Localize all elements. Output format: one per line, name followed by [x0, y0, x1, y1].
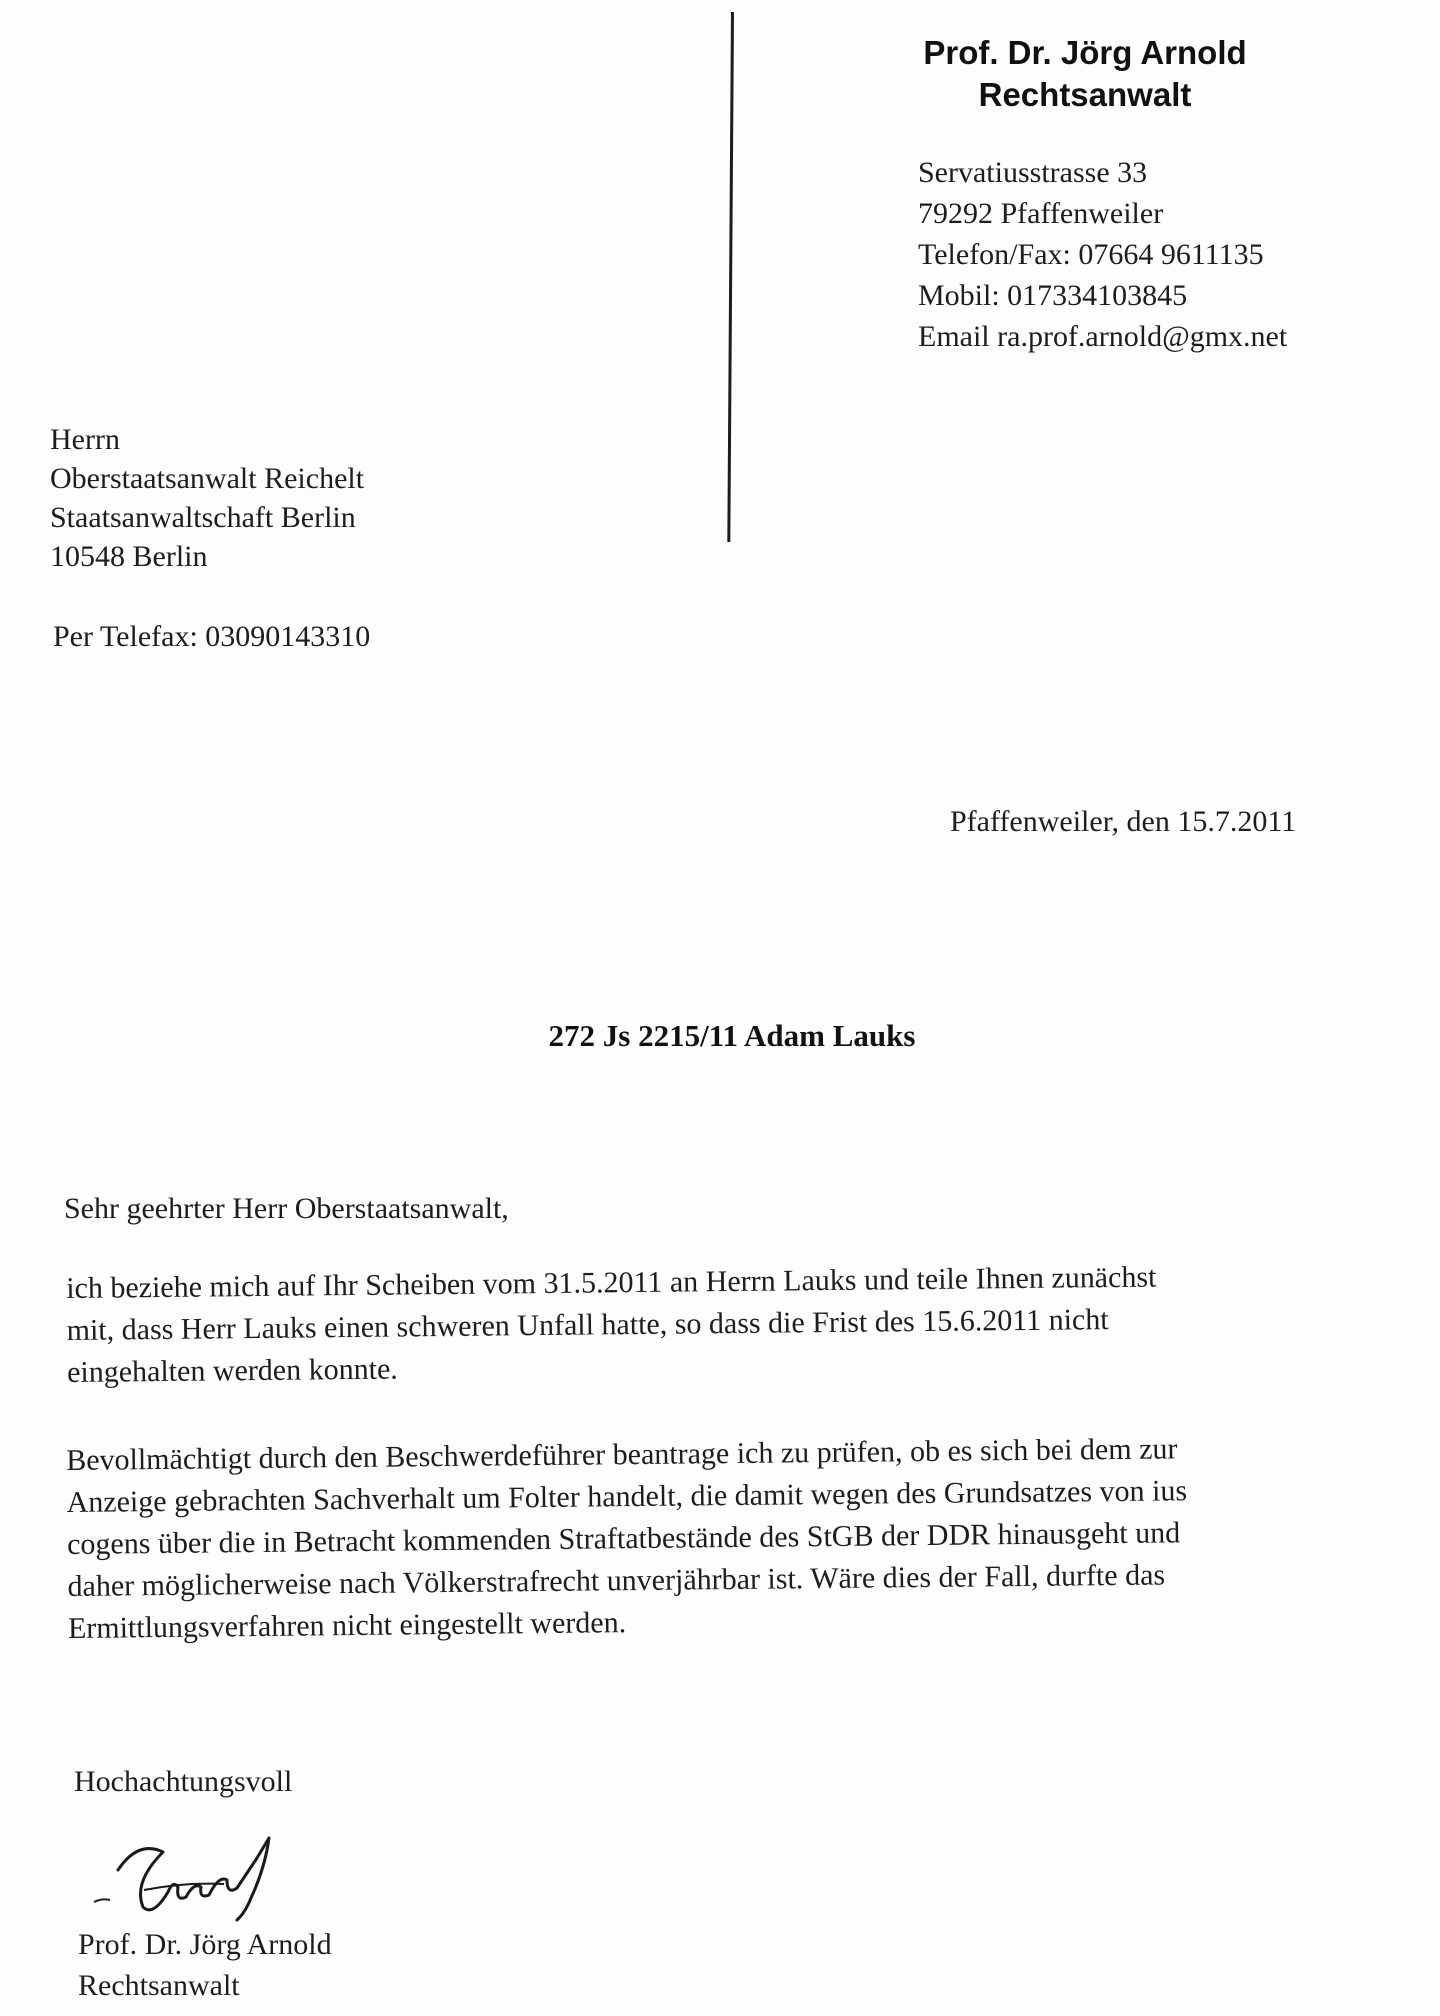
paragraph-line: cogens über die in Betracht kommenden Straftatbestände des StGB der DDR hinausgeht und	[66, 1516, 1181, 1561]
date-line: Pfaffenweiler, den 15.7.2011	[950, 805, 1297, 838]
paragraph-line: mit, dass Herr Lauks einen schweren Unfall hatte, so dass die Frist des 15.6.2011 nicht	[66, 1303, 1109, 1347]
letterhead	[915, 32, 1255, 116]
paragraph-line: Anzeige gebrachten Sachverhalt um Folter handelt, die damit wegen des Grundsatzes von ius	[66, 1474, 1188, 1519]
sender-address	[918, 152, 1287, 357]
paragraph-line: eingehalten werden konnte.	[66, 1352, 398, 1389]
signer-name: Prof. Dr. Jörg Arnold	[78, 1928, 332, 1961]
body-paragraph-1	[66, 1254, 1397, 1394]
fax-line: Per Telefax: 03090143310	[53, 620, 371, 653]
salutation: Sehr geehrter Herr Oberstaatsanwalt,	[64, 1192, 509, 1225]
paragraph-line: daher möglicherweise nach Völkerstrafrecht unverjährbar ist. Wäre dies der Fall, durfte das	[67, 1558, 1166, 1603]
sender-phone-fax: Telefon/Fax: 07664 9611135	[918, 238, 1264, 271]
recipient-office: Staatsanwaltschaft Berlin	[50, 501, 356, 534]
paragraph-line: ich beziehe mich auf Ihr Scheiben vom 31.5.2011 an Herrn Lauks und teile Ihnen zunächst	[66, 1260, 1157, 1305]
sender-street: Servatiusstrasse 33	[918, 156, 1148, 189]
letterhead-name: Prof. Dr. Jörg Arnold	[923, 34, 1247, 71]
paragraph-line: Ermittlungsverfahren nicht eingestellt werden.	[67, 1606, 627, 1645]
body-paragraph-2	[66, 1426, 1398, 1650]
closing: Hochachtungsvoll	[74, 1765, 293, 1798]
signer-title: Rechtsanwalt	[78, 1969, 240, 2002]
vertical-divider	[727, 12, 734, 542]
sender-city: 79292 Pfaffenweiler	[918, 197, 1164, 230]
sender-mobile: Mobil: 017334103845	[918, 279, 1188, 312]
signer-block	[78, 1924, 332, 2006]
recipient-address	[50, 420, 364, 576]
sender-email: Email ra.prof.arnold@gmx.net	[918, 320, 1288, 353]
paragraph-line: Bevollmächtigt durch den Beschwerdeführer beantrage ich zu prüfen, ob es sich bei dem zur	[66, 1432, 1178, 1477]
letterhead-title: Rechtsanwalt	[978, 76, 1192, 113]
recipient-city: 10548 Berlin	[50, 540, 208, 573]
subject-line: 272 Js 2215/11 Adam Lauks	[548, 1018, 916, 1053]
recipient-salutation-line: Herrn	[50, 423, 120, 456]
recipient-name: Oberstaatsanwalt Reichelt	[50, 462, 365, 495]
